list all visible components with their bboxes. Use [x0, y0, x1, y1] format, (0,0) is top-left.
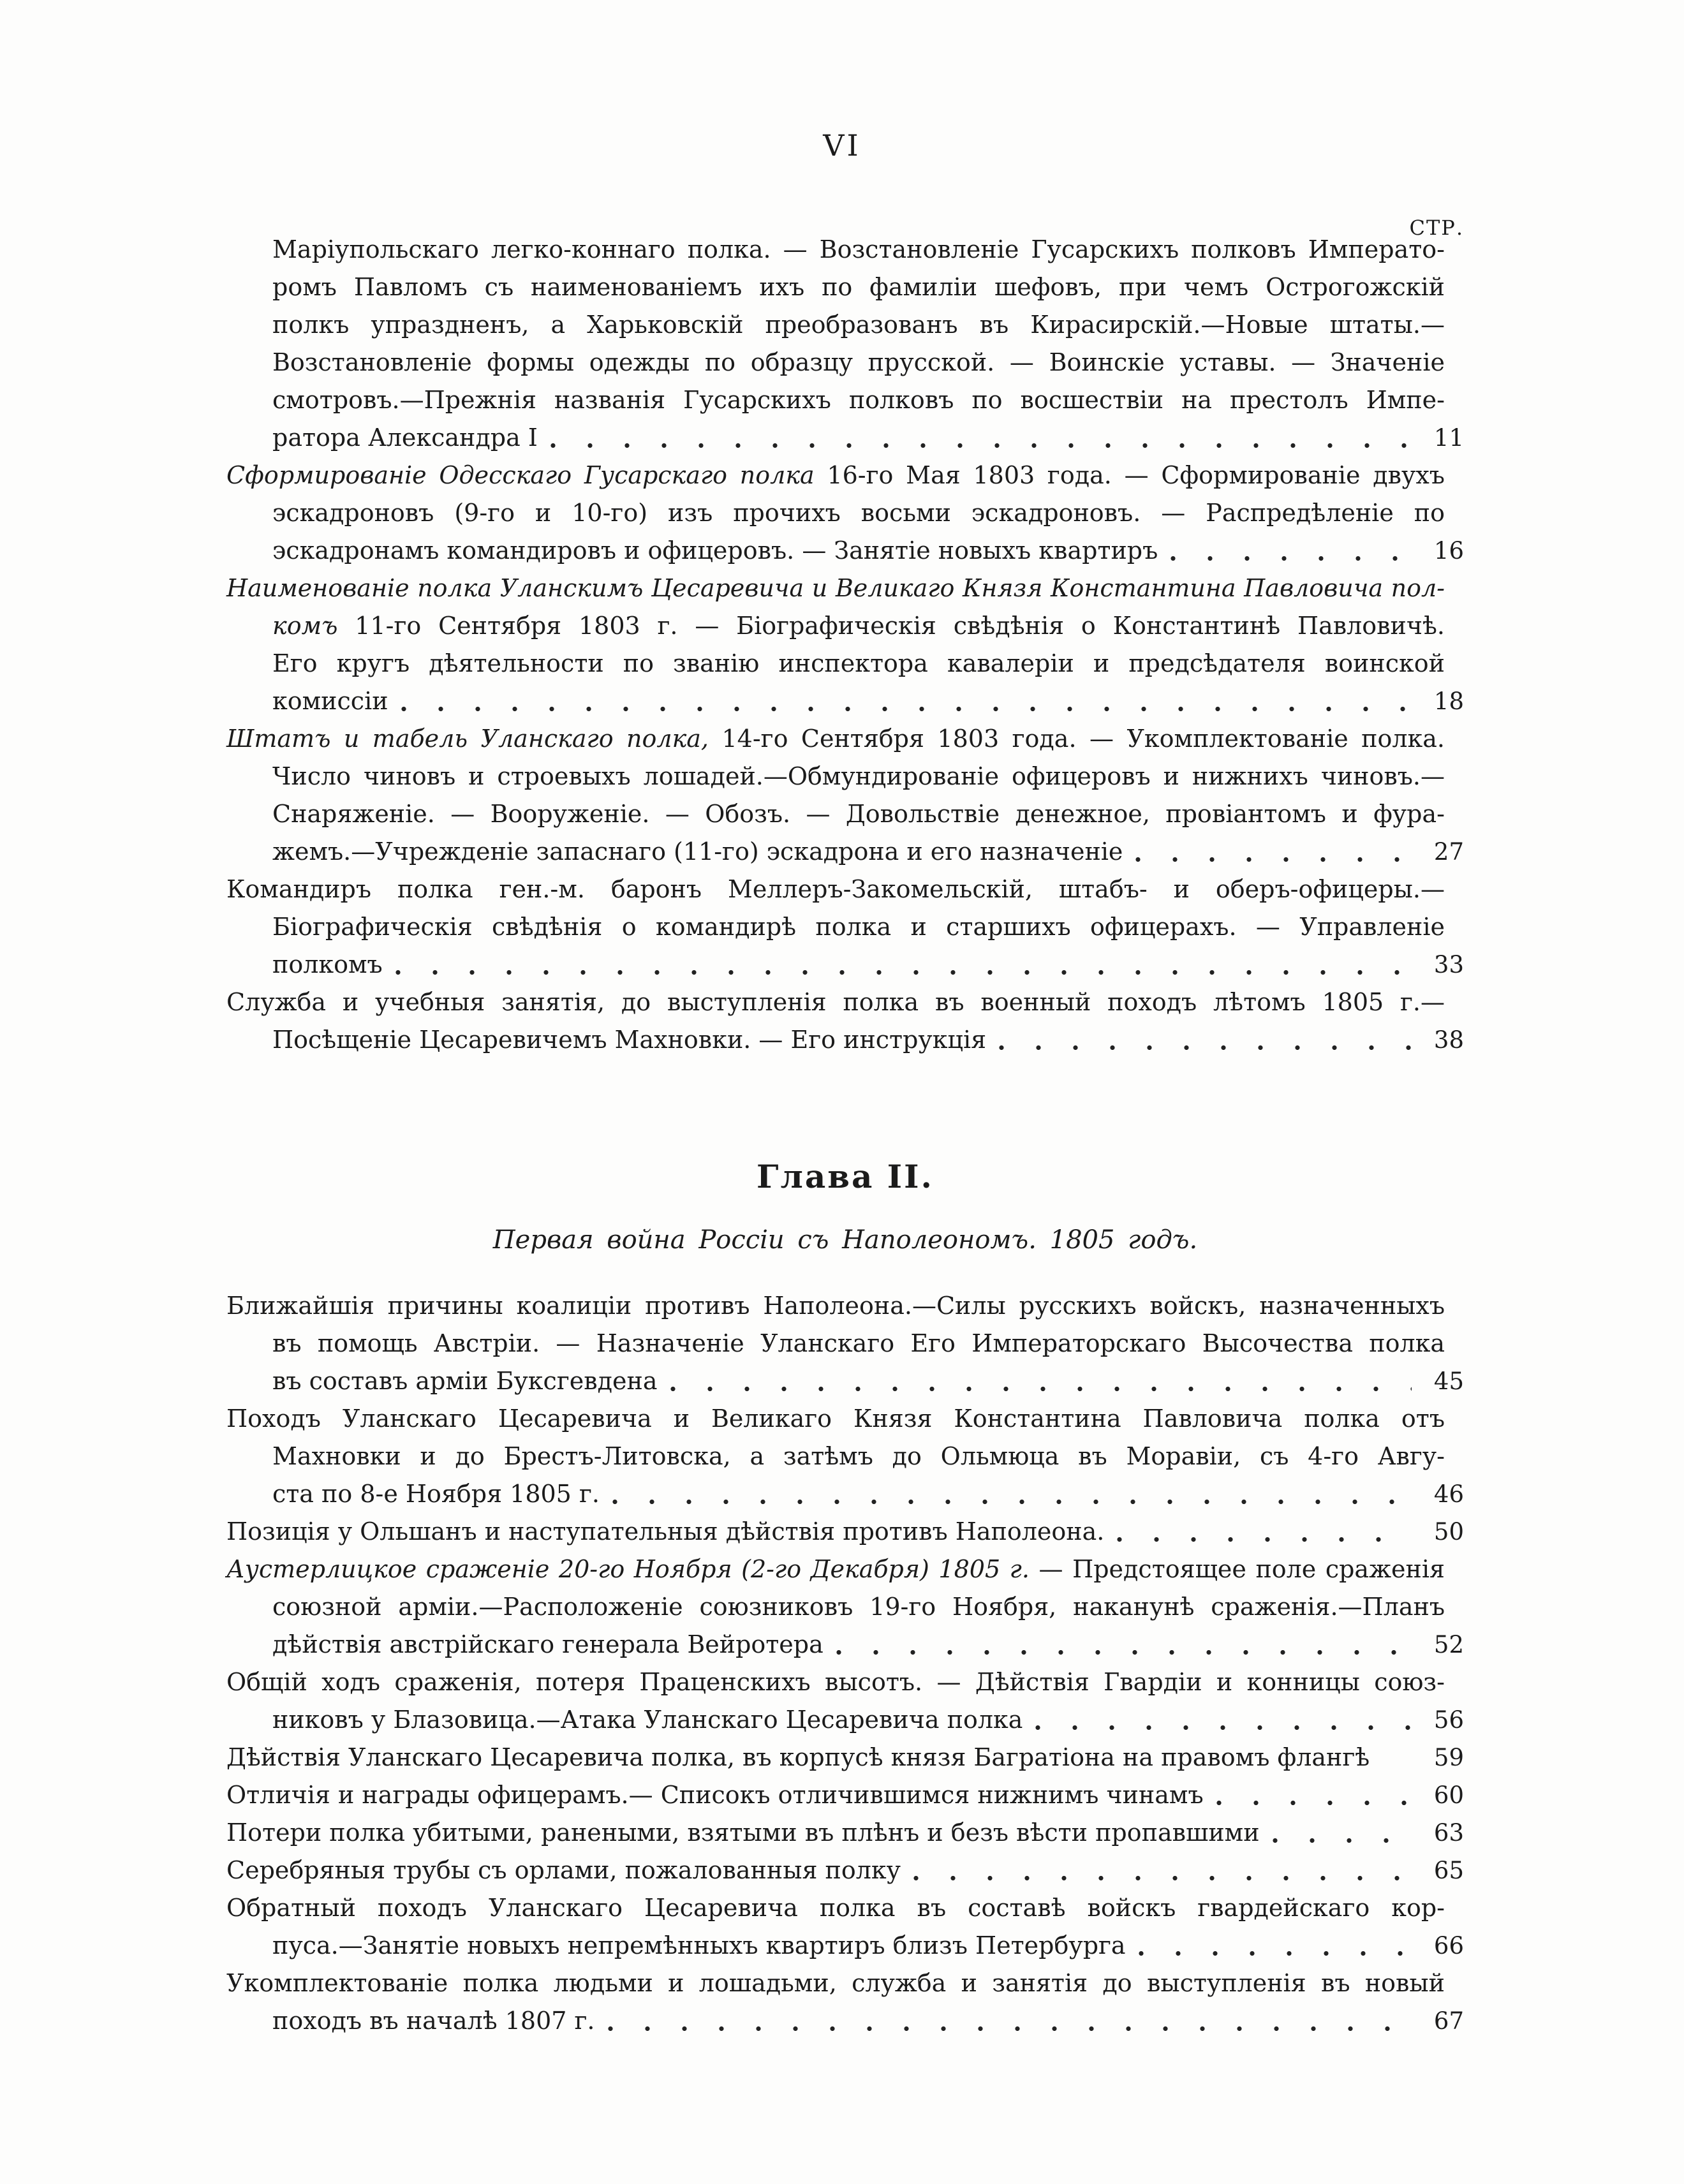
toc-text-segment: 11-го Сентября 1803 г. — Біографическія свѣдѣнія о Константинѣ Павловичѣ. — [337, 612, 1445, 640]
toc-line — [226, 532, 1464, 570]
toc-line-text — [272, 1593, 1445, 1621]
toc-text-segment: ста по 8-е Ноября 1805 г. — [272, 1480, 600, 1508]
dot-leader — [1216, 1800, 1412, 1806]
toc-line — [226, 758, 1464, 795]
page-number: 27 — [1433, 838, 1464, 866]
toc-line-text — [272, 1021, 986, 1059]
dot-leader — [836, 1649, 1412, 1655]
toc-line — [226, 1927, 1464, 1965]
dot-leader — [1139, 1951, 1412, 1956]
toc-line — [226, 984, 1464, 1021]
toc-line — [226, 1626, 1464, 1664]
toc-text-segment: дѣйствія австрійскаго генерала Вейротера — [272, 1630, 824, 1658]
page-number: 63 — [1433, 1819, 1464, 1847]
toc-line-text — [272, 1362, 658, 1400]
toc-line — [226, 1776, 1464, 1814]
dot-leader — [1171, 556, 1412, 561]
toc-entry-title: Наименованіе полка Уланскимъ Цесаревича и Великаго Князя Константина Павловича пол- — [226, 574, 1445, 602]
toc-line — [226, 1475, 1464, 1513]
toc-line-text — [226, 875, 1445, 903]
toc-section-2 — [226, 1287, 1464, 2040]
page-number: 59 — [1433, 1744, 1464, 1771]
toc-text-segment: Его кругъ дѣятельности по званію инспектора кавалеріи и предсѣдателя воинской — [272, 649, 1445, 677]
toc-text-segment: ромъ Павломъ съ наименованіемъ ихъ по фамиліи шефовъ, при чемъ Острогожскій — [272, 273, 1445, 301]
page-number: 67 — [1433, 2007, 1464, 2035]
page-number: 45 — [1433, 1368, 1464, 1395]
toc-line-text — [226, 1292, 1445, 1320]
toc-line-text — [272, 419, 538, 457]
toc-line-text — [272, 311, 1445, 339]
toc-line-text — [226, 1814, 1260, 1852]
toc-line — [226, 795, 1464, 833]
toc-line-text — [272, 386, 1445, 414]
toc-text-segment: Командиръ полка ген.-м. баронъ Меллеръ-Закомельскій, штабъ- и оберъ-офицеры.— — [226, 875, 1445, 903]
dot-leader — [913, 1875, 1412, 1881]
toc-text-segment: Біографическія свѣдѣнія о командирѣ полка и старшихъ офицерахъ. — Управленіе — [272, 913, 1445, 941]
toc-line — [226, 1814, 1464, 1852]
page-column-header: СТР. — [1409, 216, 1464, 240]
toc-line — [226, 946, 1464, 984]
toc-line-text — [226, 1513, 1104, 1551]
dot-leader — [1135, 857, 1412, 862]
toc-line — [226, 645, 1464, 682]
toc-line — [226, 1513, 1464, 1551]
toc-text-segment: жемъ.—Учрежденіе запаснаго (11-го) эскадрона и его назначеніе — [272, 837, 1123, 866]
toc-line — [226, 1551, 1464, 1588]
toc-line — [226, 494, 1464, 532]
toc-line — [226, 1287, 1464, 1325]
toc-text-segment: эскадронамъ командировъ и офицеровъ. — Занятіе новыхъ квартиръ — [272, 536, 1158, 564]
toc-line-text — [226, 574, 1445, 602]
toc-line — [226, 1400, 1464, 1438]
chapter-heading: Глава II. — [757, 1158, 934, 1195]
toc-line — [226, 381, 1464, 419]
toc-text-segment: Походъ Уланскаго Цесаревича и Великаго Князя Константина Павловича полка отъ — [226, 1405, 1445, 1433]
toc-text-segment: пуса.—Занятіе новыхъ непремѣнныхъ квартиръ близъ Петербурга — [272, 1931, 1126, 1959]
toc-line-text — [226, 1555, 1445, 1583]
toc-line-text — [272, 2002, 595, 2040]
toc-line-text — [272, 235, 1445, 263]
toc-line — [226, 1739, 1464, 1776]
dot-leader — [608, 2026, 1412, 2032]
dot-leader — [401, 706, 1412, 712]
toc-line — [226, 871, 1464, 908]
toc-text-segment: Ближайшія причины коалиціи противъ Наполеона.—Силы русскихъ войскъ, назначенныхъ — [226, 1292, 1445, 1320]
toc-line — [226, 833, 1464, 871]
page-number: 38 — [1433, 1026, 1464, 1054]
toc-line-text — [272, 1329, 1445, 1357]
toc-text-segment: никовъ у Блазовица.—Атака Уланскаго Цесаревича полка — [272, 1706, 1023, 1734]
toc-line-text — [272, 532, 1158, 570]
toc-line — [226, 908, 1464, 946]
toc-line-text — [272, 762, 1445, 790]
page-number: 18 — [1433, 688, 1464, 715]
toc-line — [226, 457, 1464, 494]
toc-text-segment: Снаряженіе. — Вооруженіе. — Обозъ. — Довольствіе денежное, провіантомъ и фура- — [272, 800, 1445, 828]
toc-line-text — [226, 1969, 1445, 1997]
toc-line-text — [272, 499, 1445, 527]
toc-text-segment: полкъ упраздненъ, а Харьковскій преобразованъ въ Кирасирскій.—Новые штаты.— — [272, 311, 1445, 339]
toc-text-segment: Серебряныя трубы съ орлами, пожалованныя полку — [226, 1856, 901, 1884]
toc-text-segment: Возстановленіе формы одежды по образцу прусской. — Воинскіе уставы. — Значеніе — [272, 348, 1445, 376]
toc-line — [226, 682, 1464, 720]
toc-text-segment: смотровъ.—Прежнія названія Гусарскихъ полковъ по восшествіи на престолъ Импе- — [272, 386, 1445, 414]
toc-text-segment: Позиція у Ольшанъ и наступательныя дѣйствія противъ Наполеона. — [226, 1517, 1105, 1546]
toc-line-text — [272, 682, 388, 720]
toc-text-segment: Махновки и до Брестъ-Литовска, а затѣмъ до Ольмюца въ Моравіи, съ 4-го Авгу- — [272, 1442, 1445, 1470]
toc-line-text — [272, 946, 383, 984]
page-number: 50 — [1433, 1518, 1464, 1546]
toc-text-segment: походъ въ началѣ 1807 г. — [272, 2007, 595, 2035]
dot-leader — [395, 970, 1412, 975]
toc-entry-title: Сформированіе Одесскаго Гусарскаго полка — [226, 461, 815, 489]
toc-text-segment: союзной арміи.—Расположеніе союзниковъ 19-го Ноября, наканунѣ сраженія.—Планъ — [272, 1593, 1445, 1621]
toc-entry-title: комъ — [272, 612, 338, 640]
toc-line-text — [272, 800, 1445, 828]
toc-text-segment: въ помощь Австріи. — Назначеніе Уланскаго Его Императорскаго Высочества полка — [272, 1329, 1445, 1357]
toc-line — [226, 1362, 1464, 1400]
toc-text-segment: ратора Александра I — [272, 424, 538, 452]
toc-line-text — [272, 913, 1445, 941]
toc-text-segment: комиссіи — [272, 687, 388, 715]
toc-line-text — [226, 1894, 1445, 1922]
toc-line — [226, 231, 1464, 269]
chapter-subtitle: Первая война Россіи съ Наполеономъ. 1805 годъ. — [492, 1225, 1198, 1255]
toc-line-text — [226, 461, 1445, 489]
toc-line-text — [272, 1475, 600, 1513]
dot-leader — [1273, 1838, 1412, 1843]
toc-line-text — [226, 1739, 1370, 1776]
dot-leader — [999, 1045, 1412, 1051]
toc-text-segment: Общій ходъ сраженія, потеря Праценскихъ высотъ. — Дѣйствія Гвардіи и конницы союз- — [226, 1668, 1445, 1696]
toc-line-text — [226, 988, 1445, 1016]
page-number: 66 — [1433, 1932, 1464, 1959]
toc-entry-title: Штатъ и табель Уланскаго полка, — [226, 725, 709, 753]
toc-section-1 — [226, 231, 1464, 1059]
toc-line-text — [272, 273, 1445, 301]
toc-line-text — [272, 1927, 1126, 1965]
toc-text-segment: Дѣйствія Уланскаго Цесаревича полка, въ корпусѣ князя Багратіона на правомъ флангѣ — [226, 1743, 1370, 1771]
toc-line-text — [272, 1626, 824, 1664]
toc-text-segment: — Предстоящее поле сраженія — [1029, 1555, 1445, 1583]
toc-text-segment: Посѣщеніе Цесаревичемъ Махновки. — Его инструкція — [272, 1026, 987, 1054]
toc-entry-title: Аустерлицкое сраженіе 20-го Ноября (2-го Декабря) 1805 г. — [226, 1555, 1030, 1583]
page-number: 65 — [1433, 1857, 1464, 1884]
toc-text-segment: въ составъ арміи Буксгевдена — [272, 1367, 658, 1395]
toc-text-segment: полкомъ — [272, 950, 383, 978]
dot-leader — [550, 443, 1412, 448]
toc-line — [226, 419, 1464, 457]
toc-text-segment: Потери полка убитыми, ранеными, взятыми въ плѣнъ и безъ вѣсти пропавшими — [226, 1819, 1260, 1847]
page-number: 60 — [1433, 1782, 1464, 1809]
page-number: 56 — [1433, 1706, 1464, 1734]
toc-line — [226, 607, 1464, 645]
dot-leader — [1117, 1537, 1412, 1542]
dot-leader — [670, 1386, 1412, 1392]
toc-line — [226, 1021, 1464, 1059]
toc-line-text — [226, 1405, 1445, 1433]
toc-line — [226, 720, 1464, 758]
toc-text-segment: Отличія и награды офицерамъ.— Списокъ отличившимся нижнимъ чинамъ — [226, 1781, 1204, 1809]
toc-line — [226, 1664, 1464, 1701]
toc-line-text — [226, 725, 1445, 753]
toc-line — [226, 344, 1464, 381]
toc-line-text — [272, 612, 1445, 640]
dot-leader — [612, 1499, 1412, 1505]
toc-line — [226, 1588, 1464, 1626]
toc-line-text — [272, 833, 1123, 871]
toc-text-segment: Укомплектованіе полка людьми и лошадьми, служба и занятія до выступленія въ новый — [226, 1969, 1445, 1997]
toc-line-text — [226, 1852, 901, 1889]
toc-line — [226, 1325, 1464, 1362]
page-number: 46 — [1433, 1480, 1464, 1508]
toc-text-segment: 16-го Мая 1803 года. — Сформированіе двухъ — [814, 461, 1445, 489]
toc-line — [226, 1965, 1464, 2002]
page-number: 11 — [1433, 424, 1464, 452]
toc-text-segment: эскадроновъ (9-го и 10-го) изъ прочихъ восьми эскадроновъ. — Распредѣленіе по — [272, 499, 1445, 527]
toc-line — [226, 306, 1464, 344]
toc-line-text — [226, 1776, 1204, 1814]
toc-line — [226, 1852, 1464, 1889]
page-folio: VI — [823, 128, 861, 163]
toc-text-segment: 14-го Сентября 1803 года. — Укомплектованіе полка. — [709, 725, 1445, 753]
toc-line-text — [272, 1701, 1023, 1739]
toc-line-text — [272, 1442, 1445, 1470]
toc-text-segment: Служба и учебныя занятія, до выступленія полка въ военный походъ лѣтомъ 1805 г.— — [226, 988, 1445, 1016]
page-number: 16 — [1433, 537, 1464, 564]
toc-line-text — [272, 348, 1445, 376]
toc-line — [226, 269, 1464, 306]
toc-line-text — [272, 649, 1445, 677]
toc-line-text — [226, 1668, 1445, 1696]
toc-line — [226, 2002, 1464, 2040]
toc-line — [226, 1438, 1464, 1475]
toc-line — [226, 1701, 1464, 1739]
toc-line — [226, 1889, 1464, 1927]
toc-text-segment: Число чиновъ и строевыхъ лошадей.—Обмундированіе офицеровъ и нижнихъ чиновъ.— — [272, 762, 1445, 790]
toc-text-segment: Маріупольскаго легко-коннаго полка. — Возстановленіе Гусарскихъ полковъ Императо- — [272, 235, 1445, 263]
toc-text-segment: Обратный походъ Уланскаго Цесаревича полка въ составѣ войскъ гвардейскаго кор- — [226, 1894, 1445, 1922]
toc-line — [226, 570, 1464, 607]
dot-leader — [1382, 1762, 1412, 1768]
page-number: 33 — [1433, 951, 1464, 978]
page-number: 52 — [1433, 1631, 1464, 1658]
dot-leader — [1035, 1725, 1412, 1730]
